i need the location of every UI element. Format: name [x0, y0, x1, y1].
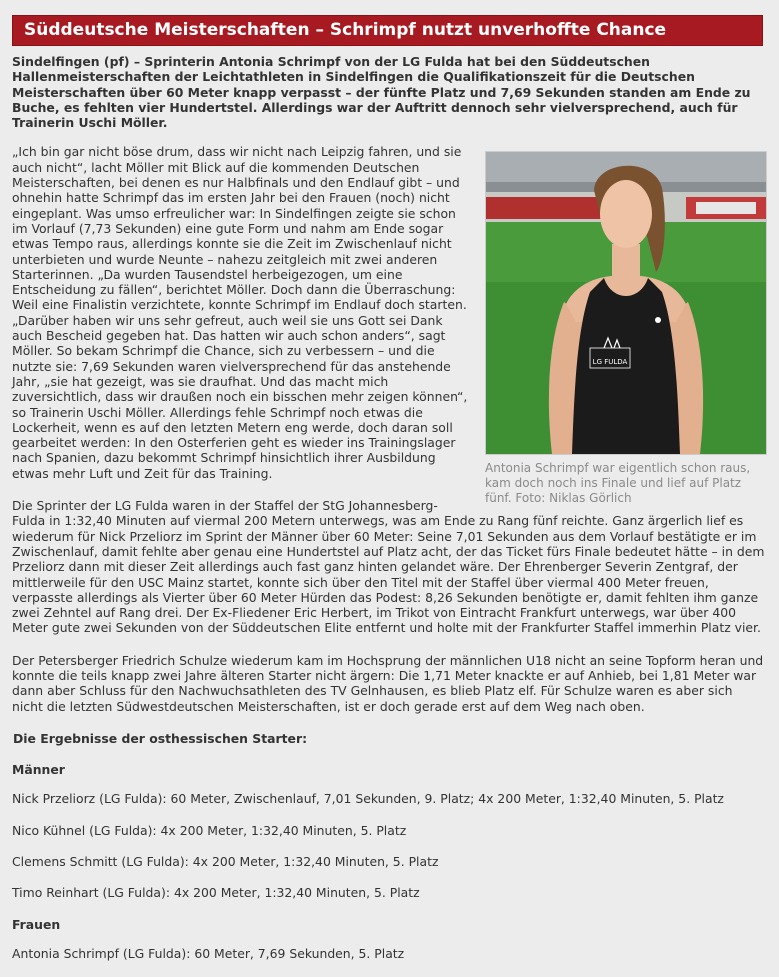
photo-caption: Antonia Schrimpf war eigentlich schon raus, kam doch noch ins Finale und lief auf Platz fünf. Foto: Niklas Görlich — [485, 461, 751, 505]
results-heading: Die Ergebnisse der osthessischen Starter: — [13, 730, 308, 746]
result-line: Nick Przeliorz (LG Fulda): 60 Meter, Zwischenlauf, 7,01 Sekunden, 9. Platz; 4x 200 Meter, 1:32,40 Minuten, 5. Platz — [12, 791, 724, 807]
article-paragraph-3: Der Petersberger Friedrich Schulze wiederum kam im Hochsprung der männlichen U18 nicht an seine Topform heran und konnte die teils knapp zwei Jahre älteren Starter nicht ärgern: Die 1,71 Meter knackte er auf Anhieb, bei 1,81 Meter war dann aber Schluss für den Nachwuchsathleten des TV Gelnhausen, es blieb Platz elf. Für Schulze waren es aber sich nicht die letzten Südwestdeutschen Meisterschaften, ist er doch gerade erst auf dem Weg nach oben. — [12, 652, 764, 714]
article-paragraph-1: „Ich bin gar nicht böse drum, dass wir nicht nach Leipzig fahren, und sie auch nicht“, lacht Möller mit Blick auf die kommenden Deutschen Meisterschaften, bei denen es nur Halbfinals und den Endlauf gibt – und ohnehin hatte Schrimpf das im ersten Jahr bei den Frauen (noch) nicht eingeplant. Was umso erfreulicher war: In Sindelfingen zeigte sie schon im Vorlauf (7,73 Sekunden) eine gute Form und nahm am Ende sogar etwas Tempo raus, allerdings konnte sie die Zeit im Zwischenlauf nicht unterbieten und wurde Neunte – nahezu zeitgleich mit zwei anderen Starterinnen. „Da wurden Tausendstel herbeigezogen, um eine Entscheidung zu fällen“, berichtet Möller. Doch dann die Überraschung: Weil eine Finalistin verzichtete, konnte Schrimpf im Endlauf doch starten. „Darüber haben wir uns sehr gefreut, auch weil sie uns Gott sei Dank auch Bescheid gegeben hat. Das hatten wir auch schon anders“, sagt Möller. So bekam Schrimpf die Chance, sich zu verbessern – und die nutzte sie: 7,69 Sekunden waren vielversprechend für das anstehende Jahr, „sie hat gezeigt, was sie draufhat. Und das macht mich zuversichtlich, dass wir draußen noch ein bisschen mehr zeigen können“, so Trainerin Uschi Möller. Allerdings fehle Schrimpf noch etwas die Lockerheit, wenn es auf den letzten Metern eng werde, doch daran soll gearbeitet werden: In den Osterferien geht es wieder ins Trainingslager nach Spanien, dazu bekommt Schrimpf hinsichtlich ihrer Ausbildung etwas mehr Luft und Zeit für das Training. — [12, 144, 468, 481]
article-figure — [485, 151, 767, 505]
article-title: Süddeutsche Meisterschaften – Schrimpf nutzt unverhoffte Chance — [12, 15, 763, 46]
article-lead: Sindelfingen (pf) – Sprinterin Antonia Schrimpf von der LG Fulda hat bei den Süddeutschen Hallenmeisterschaften der Leichtathleten in Sindelfingen die Qualifikationszeit für die Deutschen Meisterschaften über 60 Meter knapp verpasst – der fünfte Platz und 7,69 Sekunden standen am Ende zu Buche, es fehlten vier Hundertstel. Allerdings war der Auftritt dennoch sehr vielversprechend, auch für Trainerin Uschi Möller. — [12, 54, 751, 131]
article-paragraph-2: Die Sprinter der LG Fulda waren in der Staffel der StG Johannesberg-Fulda in 1:32,40 Minuten auf viermal 200 Metern unterwegs, was am Ende zu Rang fünf reichte. Ganz ärgerlich lief es wiederum für Nick Przeliorz im Sprint der Männer über 60 Meter: Seine 7,01 Sekunden aus dem Vorlauf bestätigte er im Zwischenlauf, damit fehlte aber genau eine Hundertstel auf Platz acht, der das Ticket fürs Finale bedeutet hätte – in dem Przeliorz dann mit dieser Zeit allerdings auch fast ganz hinten gelandet wäre. Der Ehrenberger Severin Zentgraf, der mittlerweile für den USC Mainz startet, konnte sich über den Titel mit der Staffel über viermal 400 Meter freuen, verpasste allerdings als Vierter über 60 Meter Hürden das Podest: 8,26 Sekunden benötigte er, damit fehlten ihm ganze zwei Zehntel auf Rang drei. Der Ex-Fliedener Eric Herbert, im Trikot von Eintracht Frankfurt unterwegs, war über 400 Meter gute zwei Sekunden von der Süddeutschen Elite entfernt und holte mit der Frankfurter Staffel immerhin Platz vier. — [12, 498, 765, 636]
results-women-heading: Frauen — [12, 916, 61, 932]
results-men-heading: Männer — [12, 762, 65, 778]
result-line: Clemens Schmitt (LG Fulda): 4x 200 Meter, 1:32,40 Minuten, 5. Platz — [12, 854, 439, 870]
result-line: Nico Kühnel (LG Fulda): 4x 200 Meter, 1:32,40 Minuten, 5. Platz — [12, 822, 407, 838]
result-line: Timo Reinhart (LG Fulda): 4x 200 Meter, 1:32,40 Minuten, 5. Platz — [12, 885, 420, 901]
shirt-logo-text: LG FULDA — [592, 358, 628, 367]
result-line: Antonia Schrimpf (LG Fulda): 60 Meter, 7,69 Sekunden, 5. Platz — [12, 945, 405, 961]
athlete-photo[interactable] — [485, 151, 767, 455]
article-content — [12, 54, 767, 977]
